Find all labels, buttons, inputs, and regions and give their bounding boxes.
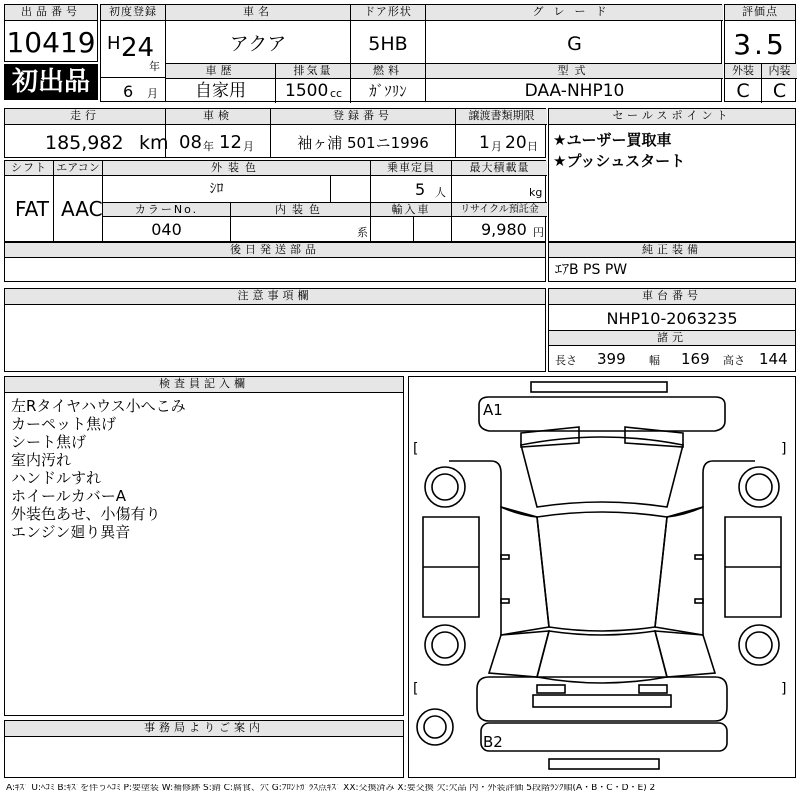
colorno-label: カラーNo. [103, 203, 230, 217]
int-color-unit: 系 [357, 226, 368, 239]
sales-point-1: ★ユーザー買取車 [553, 131, 672, 149]
insp-year-unit: 年 [203, 140, 214, 153]
front-end-shape [479, 397, 725, 431]
lot-box [4, 4, 98, 62]
caution-label: 注意事項欄 [5, 289, 545, 305]
chassis-box [548, 288, 796, 372]
cc-unit: cc [330, 87, 343, 100]
first-reg-label: 初度登録 [101, 5, 165, 21]
inspector-note: 外装色あせ、小傷有り [11, 505, 161, 523]
front-left-wheel-shape [425, 467, 465, 507]
lot-number: 10419 [6, 26, 96, 59]
score-box [724, 4, 796, 102]
displacement: 1500 [285, 81, 329, 101]
inspector-note: カーペット焦げ [11, 415, 117, 433]
era: H [107, 33, 121, 54]
insp-month-unit: 月 [243, 140, 254, 153]
bracket-right-top: ] [781, 441, 787, 457]
length-label: 長さ [555, 354, 577, 367]
fuel: ｶﾞｿﾘﾝ [369, 82, 407, 100]
later-parts-box [4, 242, 546, 282]
chassis-number: NHP10-2063235 [606, 309, 738, 328]
height-label: 高さ [723, 354, 745, 367]
office-label: 事務局よりご案内 [5, 721, 403, 737]
inspector-note: ハンドルすれ [11, 469, 102, 487]
bracket-right-bottom: ] [781, 681, 787, 697]
color-label: 外装色 [103, 161, 370, 176]
chassis-label: 車台番号 [549, 289, 795, 305]
insp-month: 12 [219, 132, 242, 153]
fuel-label: 燃料 [351, 64, 425, 79]
front-mark: A1 [483, 401, 503, 419]
office-box [4, 720, 404, 778]
transfer-day: 20 [505, 133, 527, 153]
reg-year: 24 [121, 33, 155, 63]
rear-hatch-shape [537, 631, 667, 683]
width-label: 幅 [649, 354, 660, 367]
rear-bumper-shape [481, 723, 727, 751]
recycle-label: リサイクル預託金 [452, 203, 547, 217]
hood-shape [521, 437, 683, 507]
model-label: 型式 [426, 64, 723, 79]
front-bumper-shape [531, 382, 667, 392]
carname-label: 車名 [166, 5, 350, 21]
shift: FAT [15, 197, 50, 221]
ac: AAC [61, 197, 103, 221]
load-label: 最大積載量 [452, 161, 547, 176]
exterior-label: 外装 [725, 64, 761, 79]
length: 399 [597, 350, 626, 368]
inspector-label: 検査員記入欄 [5, 377, 403, 393]
inspector-box [4, 376, 404, 716]
inspector-note: 室内汚れ [11, 451, 72, 469]
front-right-wheel-shape [739, 467, 779, 507]
displacement-label: 排気量 [276, 64, 350, 79]
interior-grade: C [772, 80, 787, 102]
door-type: 5HB [368, 33, 408, 55]
grade-label: グレード [426, 5, 723, 21]
dims-label: 諸元 [549, 331, 795, 346]
mileage-unit: km [139, 132, 169, 154]
first-listing-badge: 初出品 [4, 64, 98, 100]
sales-points-label: セールスポイント [549, 109, 795, 125]
interior-label: 内装 [762, 64, 797, 79]
transfer-day-unit: 日 [527, 140, 538, 153]
left-side-shape [449, 461, 537, 517]
rear-right-wheel-shape [739, 625, 779, 665]
year-unit: 年 [149, 60, 160, 73]
load-unit: kg [529, 186, 543, 199]
transfer-month: 1 [479, 133, 490, 153]
int-color-label: 内装色 [231, 203, 370, 217]
inspector-note: ホイールカバーA [11, 487, 126, 505]
caution-box [4, 288, 546, 372]
legend: A:ｷｽﾞ U:ﾍｺﾐ B:ｷｽﾞを伴うﾍｺﾐ P:要塗装 W:補修跡 S:錆 C:腐食、穴 G:ﾌﾛﾝﾄｶﾞﾗｽ点ｷｽﾞ XX:交換済み X:要交換 欠:欠品 内・外装評価 5段階ﾗﾝｸ順(A・B・C・D・E) 2 [6, 784, 656, 793]
insp-year: 08 [179, 132, 202, 153]
import-label: 輸入車 [371, 203, 451, 217]
model-code: DAA-NHP10 [524, 81, 625, 101]
reg-number-label: 登録番号 [271, 109, 455, 125]
grade: G [567, 33, 582, 55]
car-diagram-svg [409, 377, 795, 777]
spare-wheel-shape [417, 709, 453, 745]
inspector-notes [11, 397, 186, 541]
sales-point-2: ★プッシュスタート [553, 152, 686, 170]
mileage-label: 走行 [5, 109, 165, 125]
mileage-row [4, 108, 546, 158]
equipment-label: 純正装備 [549, 243, 795, 258]
history: 自家用 [195, 81, 246, 101]
height: 144 [759, 350, 788, 368]
roof-shape [537, 512, 667, 631]
later-parts-label: 後日発送部品 [5, 243, 545, 258]
spec-grid [4, 160, 546, 242]
bracket-left-top: [ [413, 441, 419, 457]
score-label: 評価点 [725, 5, 795, 21]
score: 3.5 [733, 28, 787, 61]
door-label: ドア形状 [351, 5, 425, 21]
inspector-note: エンジン廻り異音 [11, 523, 131, 541]
recycle-unit: 円 [533, 226, 544, 239]
equipment: ｴｱB PS PW [555, 262, 628, 278]
mileage: 185,982 [45, 132, 124, 154]
shift-label: シフト [5, 161, 53, 176]
rear-left-wheel-shape [425, 625, 465, 665]
capacity-unit: 人 [435, 186, 446, 199]
capacity-label: 乗車定員 [371, 161, 451, 176]
header-grid [100, 4, 722, 102]
reg-number: 袖ヶ浦 501ニ1996 [297, 134, 429, 152]
exterior-grade: C [736, 80, 750, 102]
month-unit: 月 [147, 87, 158, 100]
inspector-note: シート焦げ [11, 433, 87, 451]
transfer-month-unit: 月 [491, 140, 502, 153]
car-name: アクア [229, 33, 287, 55]
sales-points-box [548, 108, 796, 242]
history-label: 車歴 [166, 64, 275, 79]
inspector-note: 左Rタイヤハウス小へこみ [11, 397, 186, 415]
inspection-label: 車検 [166, 109, 270, 125]
equipment-box [548, 242, 796, 282]
lot-label: 出品番号 [5, 5, 97, 21]
bracket-left-bottom: [ [413, 681, 419, 697]
ac-label: エアコン [54, 161, 102, 176]
capacity: 5 [415, 180, 426, 199]
body-color: ｼﾛ [209, 181, 224, 197]
color-number: 040 [151, 220, 182, 239]
reg-month: 6 [123, 82, 134, 101]
car-diagram [408, 376, 796, 778]
recycle-fee: 9,980 [481, 220, 527, 239]
rear-mark: B2 [483, 733, 503, 751]
width: 169 [681, 350, 710, 368]
transfer-label: 譲渡書類期限 [456, 109, 547, 125]
